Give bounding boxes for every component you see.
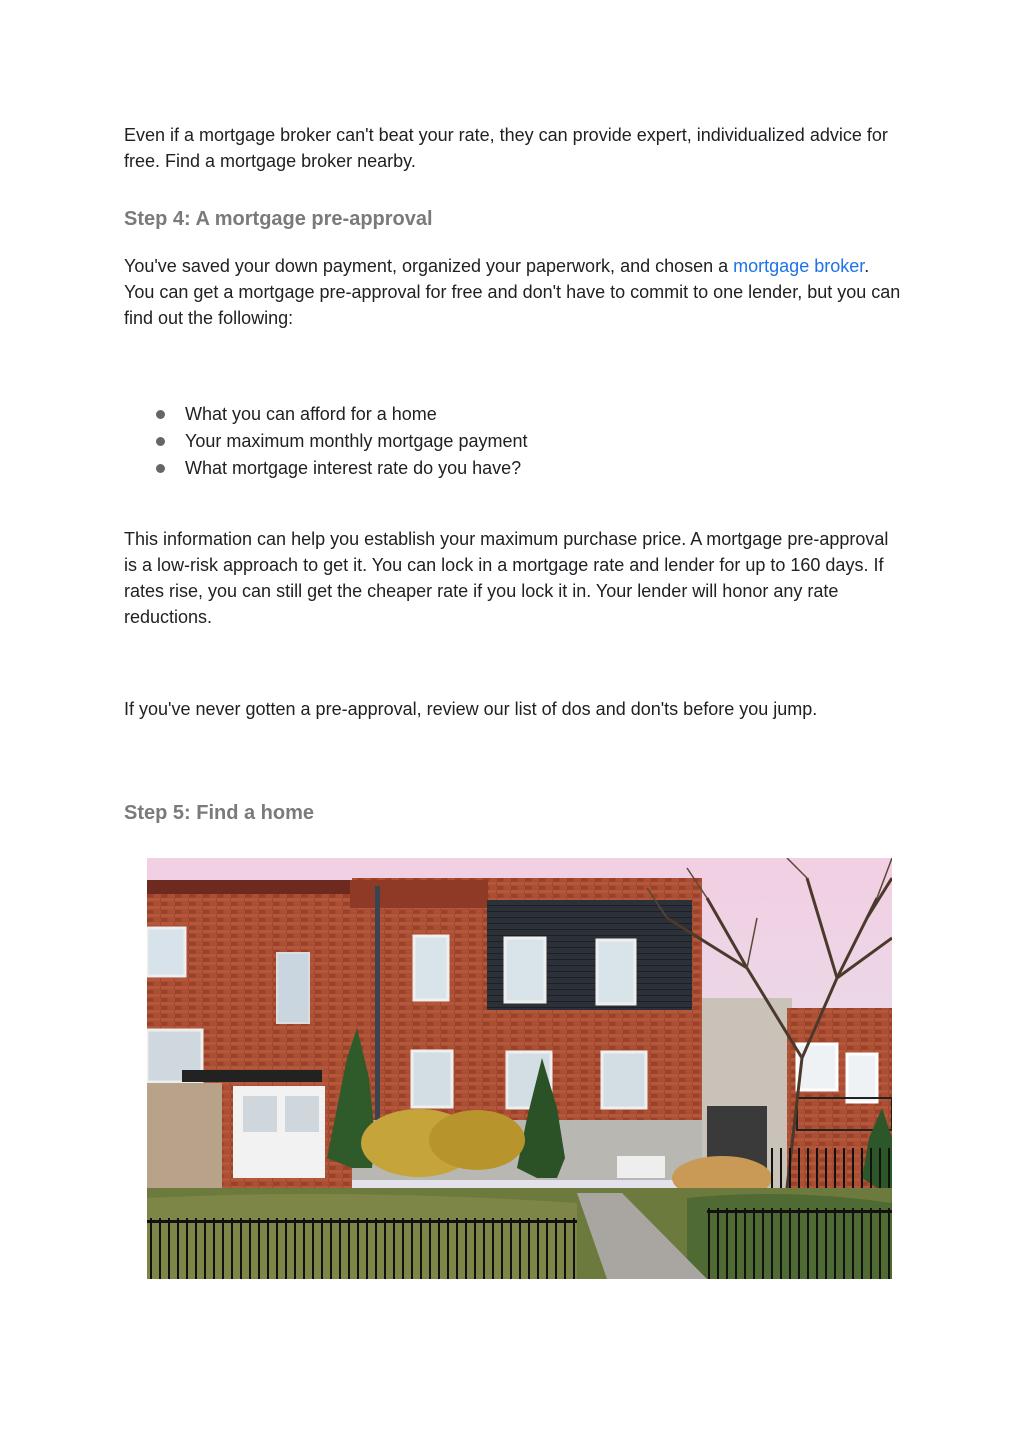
closing-paragraph: If you've never gotten a pre-approval, review our list of dos and don'ts before you jump.	[124, 699, 818, 719]
bullet-icon	[156, 410, 165, 419]
house-illustration	[147, 858, 892, 1279]
house-photo	[147, 858, 892, 1279]
list-item	[124, 428, 904, 455]
mortgage-broker-link[interactable]: mortgage broker	[733, 256, 865, 276]
intro-paragraph: Even if a mortgage broker can't beat your rate, they can provide expert, individualized advice for free. Find a mortgage broker nearby.	[124, 125, 888, 171]
requirements-list	[124, 401, 904, 482]
bullet-icon	[156, 464, 165, 473]
info-paragraph: This information can help you establish your maximum purchase price. A mortgage pre-approval is a low-risk approach to get it. You can lock in a mortgage rate and lender for up to 160 days. If rates rise, you can still get the cheaper rate if you lock it in. Your lender will honor any rate reductions.	[124, 529, 889, 627]
step4-text-after-link: . You can get a mortgage pre-approval for free and don't have to commit to one lender, but you can find out the following:	[124, 256, 901, 328]
list-item	[124, 455, 904, 482]
list-item	[124, 401, 904, 428]
step4-paragraph	[124, 253, 904, 331]
step5-heading: Step 5: Find a home	[124, 802, 315, 824]
document-body	[124, 122, 904, 826]
step4-heading: Step 4: A mortgage pre-approval	[124, 208, 433, 230]
list-item-text: What mortgage interest rate do you have?	[185, 458, 522, 478]
bullet-icon	[156, 437, 165, 446]
list-item-text: What you can afford for a home	[185, 404, 437, 424]
step4-text-before-link: You've saved your down payment, organized your paperwork, and chosen a	[124, 256, 734, 276]
list-item-text: Your maximum monthly mortgage payment	[185, 431, 528, 451]
